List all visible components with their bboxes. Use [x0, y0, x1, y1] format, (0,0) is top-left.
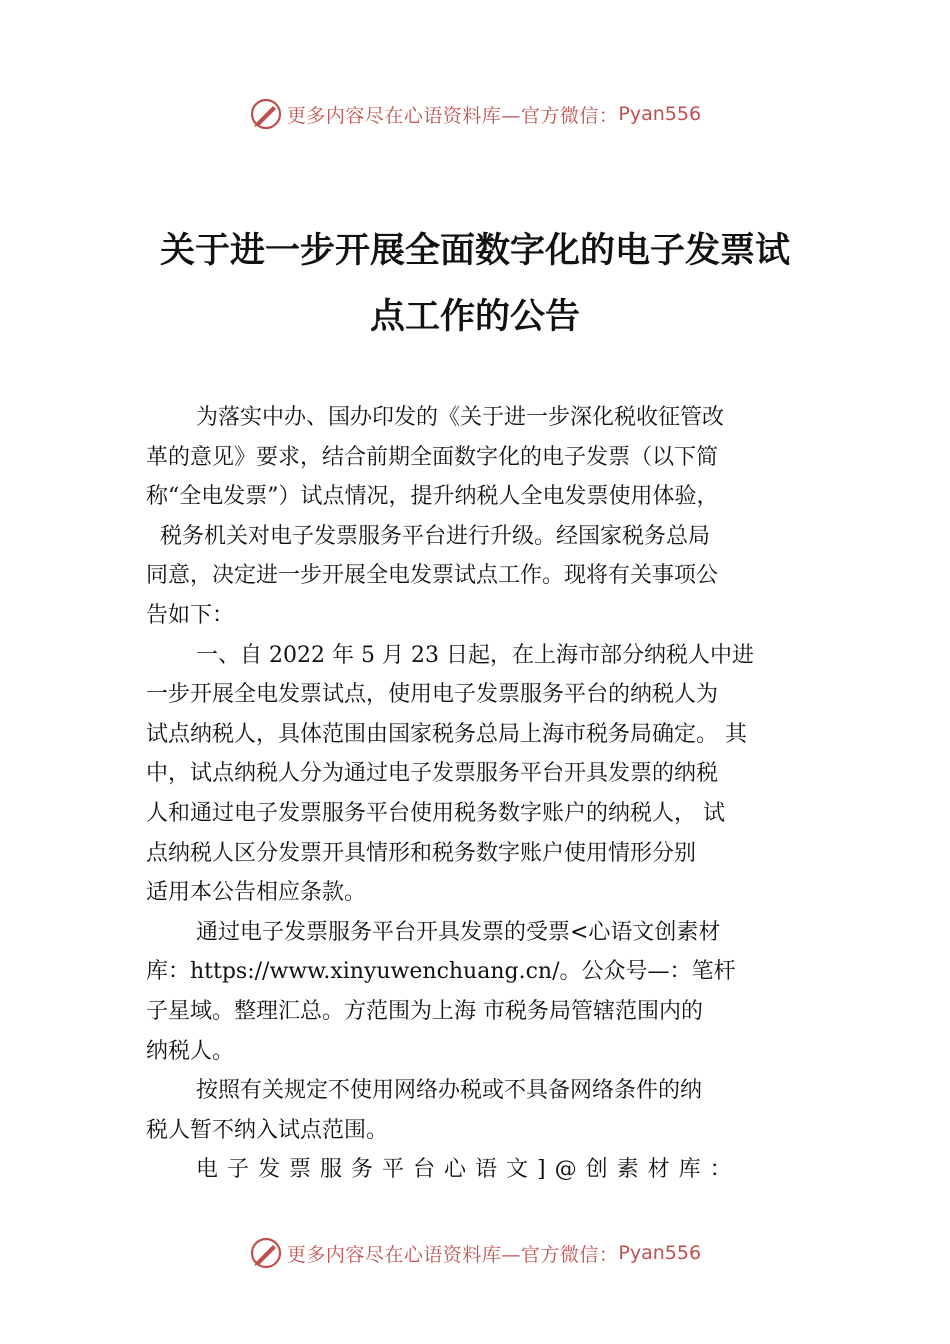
text-line: 适用本公告相应条款。: [146, 880, 367, 906]
pen-logo-icon: [249, 1236, 283, 1270]
title-line-2: 点工作的公告: [369, 296, 580, 337]
text-line: 革的意见》要求，结合前期全面数字化的电子发票（以下简: [146, 444, 719, 470]
text-line: 电子发票服务平台心语文]@创素材库：: [196, 1157, 741, 1183]
watermark-account: Pyan556: [618, 1242, 702, 1264]
text-line: 中，试点纳税人分为通过电子发票服务平台开具发票的纳税: [146, 761, 719, 787]
paragraph-intro: [146, 398, 816, 636]
watermark-text: 更多内容尽在心语资料库—官方微信：: [286, 1243, 619, 1266]
text-line: 按照有关规定不使用网络办税或不具备网络条件的纳: [196, 1078, 703, 1104]
text-line: 库：https://www.xinyuwenchuang.cn/。公众号—：笔杆: [146, 959, 736, 985]
paragraph-item-1: [146, 636, 816, 913]
watermark-account: Pyan556: [618, 103, 702, 125]
document-body: [146, 398, 816, 1190]
pen-logo-icon: [249, 97, 283, 131]
paragraph-platform: [146, 1150, 816, 1190]
text-line: 一步开展全电发票试点，使用电子发票服务平台的纳税人为: [146, 682, 719, 708]
text-line: 一、自 2022 年 5 月 23 日起，在上海市部分纳税人中进: [196, 642, 754, 668]
paragraph-recipient-scope: [146, 913, 816, 1071]
title-line-1: 关于进一步开展全面数字化的电子发票试: [159, 230, 790, 271]
text-line: 税人暂不纳入试点范围。: [146, 1117, 389, 1143]
text-line: 称“全电发票”）试点情况，提升纳税人全电发票使用体验，: [146, 484, 719, 510]
text-line: 税务机关对电子发票服务平台进行升级。经国家税务总局: [160, 523, 711, 549]
text-line: 点纳税人区分发票开具情形和税务数字账户使用情形分别: [146, 840, 697, 866]
text-line: 为落实中办、国办印发的《关于进一步深化税收征管改: [196, 405, 725, 430]
text-line: 告如下：: [146, 602, 235, 628]
text-line: 通过电子发票服务平台开具发票的受票<心语文创素材: [196, 919, 721, 945]
text-line: 子星域。整理汇总。方范围为上海 市税务局管辖范围内的: [146, 998, 703, 1024]
watermark-text: 更多内容尽在心语资料库—官方微信：: [286, 104, 619, 127]
header-watermark: [0, 94, 950, 134]
text-line: 试点纳税人，具体范围由国家税务总局上海市税务局确定。 其: [146, 721, 747, 747]
paragraph-exclusion: [146, 1071, 816, 1150]
text-line: 同意，决定进一步开展全电发票试点工作。现将有关事项公: [146, 563, 719, 589]
text-line: 人和通过电子发票服务平台使用税务数字账户的纳税人， 试: [146, 800, 725, 826]
footer-watermark: [0, 1233, 950, 1273]
document-title: [0, 218, 950, 350]
text-line: 纳税人。: [146, 1038, 235, 1064]
